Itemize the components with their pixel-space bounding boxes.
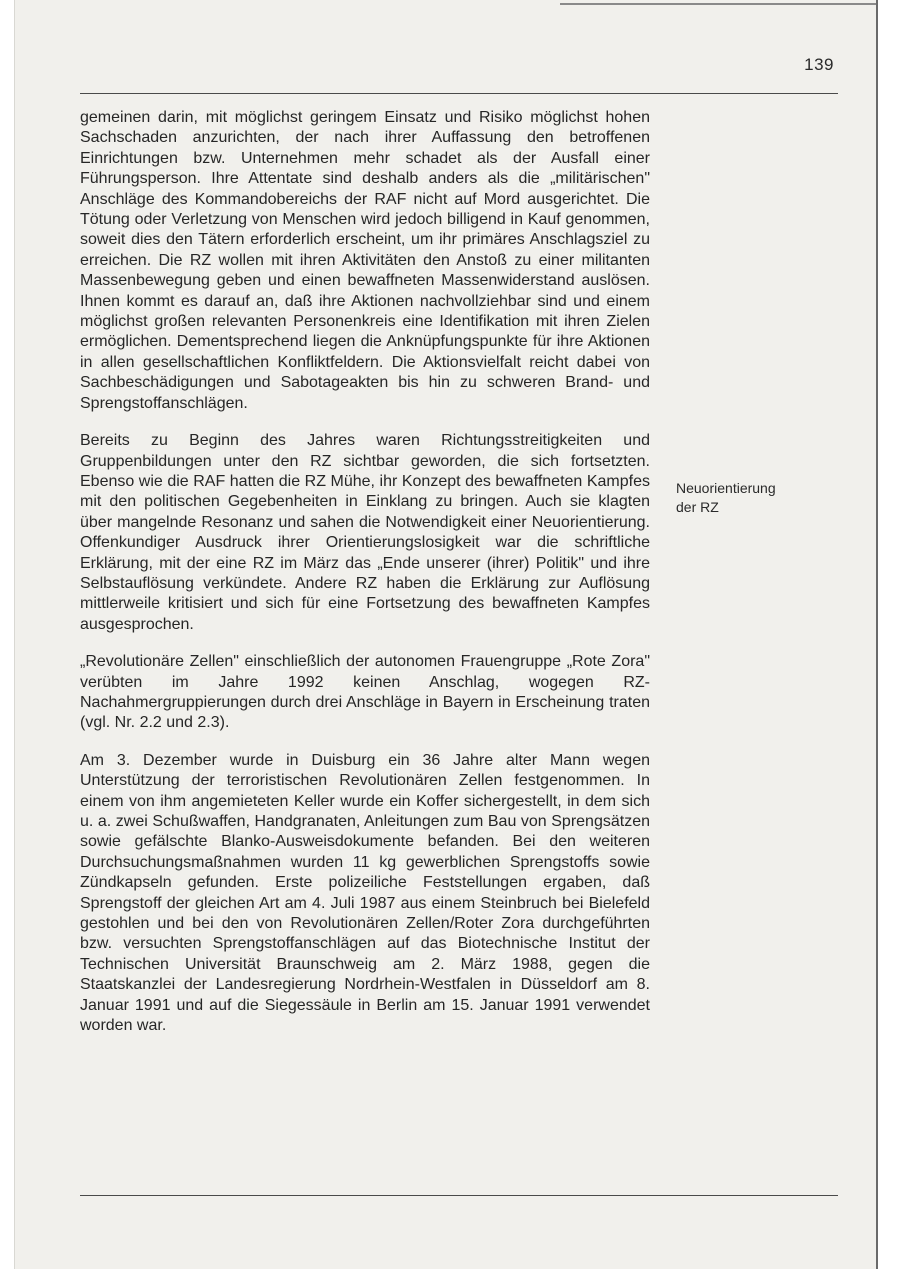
page-number: 139 xyxy=(804,55,834,74)
scan-right-edge xyxy=(878,0,900,1269)
margin-note-line-1: Neuorientierung xyxy=(676,480,776,496)
margin-note-line-2: der RZ xyxy=(676,499,719,515)
body-text xyxy=(80,108,650,1053)
footer-rule xyxy=(80,1195,838,1196)
margin-note xyxy=(676,479,846,517)
paragraph-festnahme: Am 3. Dezember wurde in Duisburg ein 36 Jahre alter Mann wegen Unterstützung der terroristischen Revolutionären Zellen festgenommen. In einem von ihm angemieteten Keller wurde ein Koffer sichergestellt, in dem sich u. a. zwei Schußwaffen, Handgranaten, Anleitungen zum Bau von Sprengsätzen sowie gefälschte Blanko-Ausweisdokumente befanden. Bei den weiteren Durchsuchungsmaßnahmen wurden 11 kg gewerblichen Sprengstoffs sowie Zündkapseln gefunden. Erste polizeiliche Feststellungen ergaben, daß Sprengstoff der gleichen Art am 4. Juli 1987 aus einem Steinbruch bei Bielefeld gestohlen und bei den von Revolutionären Zellen/Roter Zora durchgeführten bzw. versuchten Sprengstoffanschlägen auf das Biotechnische Institut der Technischen Universität Braunschweig am 2. März 1988, gegen die Staatskanzlei der Landesregierung Nordrhein-Westfalen in Düsseldorf am 8. Januar 1991 und auf die Siegessäule in Berlin am 15. Januar 1991 verwendet worden war. xyxy=(80,751,650,1035)
scan-left-edge xyxy=(0,0,15,1269)
paragraph-intro: gemeinen darin, mit möglichst geringem Einsatz und Risiko möglichst hohen Sachschaden anzurichten, der nach ihrer Auffassung den betroffenen Einrichtungen bzw. Unternehmen mehr schadet als der Ausfall einer Führungsperson. Ihre Attentate sind deshalb anders als die „militärischen" Anschläge des Kommandobereichs der RAF nicht auf Mord ausgerichtet. Die Tötung oder Verletzung von Menschen wird jedoch billigend in Kauf genommen, soweit dies den Tätern erforderlich erscheint, um ihr primäres Anschlagsziel zu erreichen. Die RZ wollen mit ihren Aktivitäten den Anstoß zu einer militanten Massenbewegung geben und einen bewaffneten Massenwiderstand auslösen. Ihnen kommt es darauf an, daß ihre Aktionen nachvollziehbar sind und einem möglichst großen relevanten Personenkreis eine Identifikation mit ihren Zielen ermöglichen. Dementsprechend liegen die Anknüpfungspunkte für ihre Aktionen in allen gesellschaftlichen Konfliktfeldern. Die Aktionsvielfalt reicht dabei von Sachbeschädigungen und Sabotageakten bis hin zu schweren Brand- und Sprengstoffanschlägen. xyxy=(80,109,650,412)
paragraph-revolutionaere-zellen: „Revolutionäre Zellen" einschließlich der autonomen Frauengruppe „Rote Zora" verübten im Jahre 1992 keinen Anschlag, wogegen RZ-Nachahmergruppierungen durch drei Anschläge in Bayern in Erscheinung traten (vgl. Nr. 2.2 und 2.3). xyxy=(80,653,650,732)
header-rule xyxy=(80,93,838,94)
scan-top-line xyxy=(560,3,876,5)
paragraph-neuorientierung: Bereits zu Beginn des Jahres waren Richtungsstreitigkeiten und Gruppenbildungen unter den RZ sichtbar geworden, die sich fortsetzten. Ebenso wie die RAF hatten die RZ Mühe, ihr Konzept des bewaffneten Kampfes mit den politischen Gegebenheiten in Einklang zu bringen. Auch sie klagten über mangelnde Resonanz und sahen die Notwendigkeit einer Neuorientierung. Offenkundiger Ausdruck ihrer Orientierungslosigkeit war die schriftliche Erklärung, mit der eine RZ im März das „Ende unserer (ihrer) Politik" und ihre Selbstauflösung verkündete. Andere RZ haben die Erklärung zur Auflösung mittlerweile kritisiert und sich für eine Fortsetzung des bewaffneten Kampfes ausgesprochen. xyxy=(80,432,650,633)
